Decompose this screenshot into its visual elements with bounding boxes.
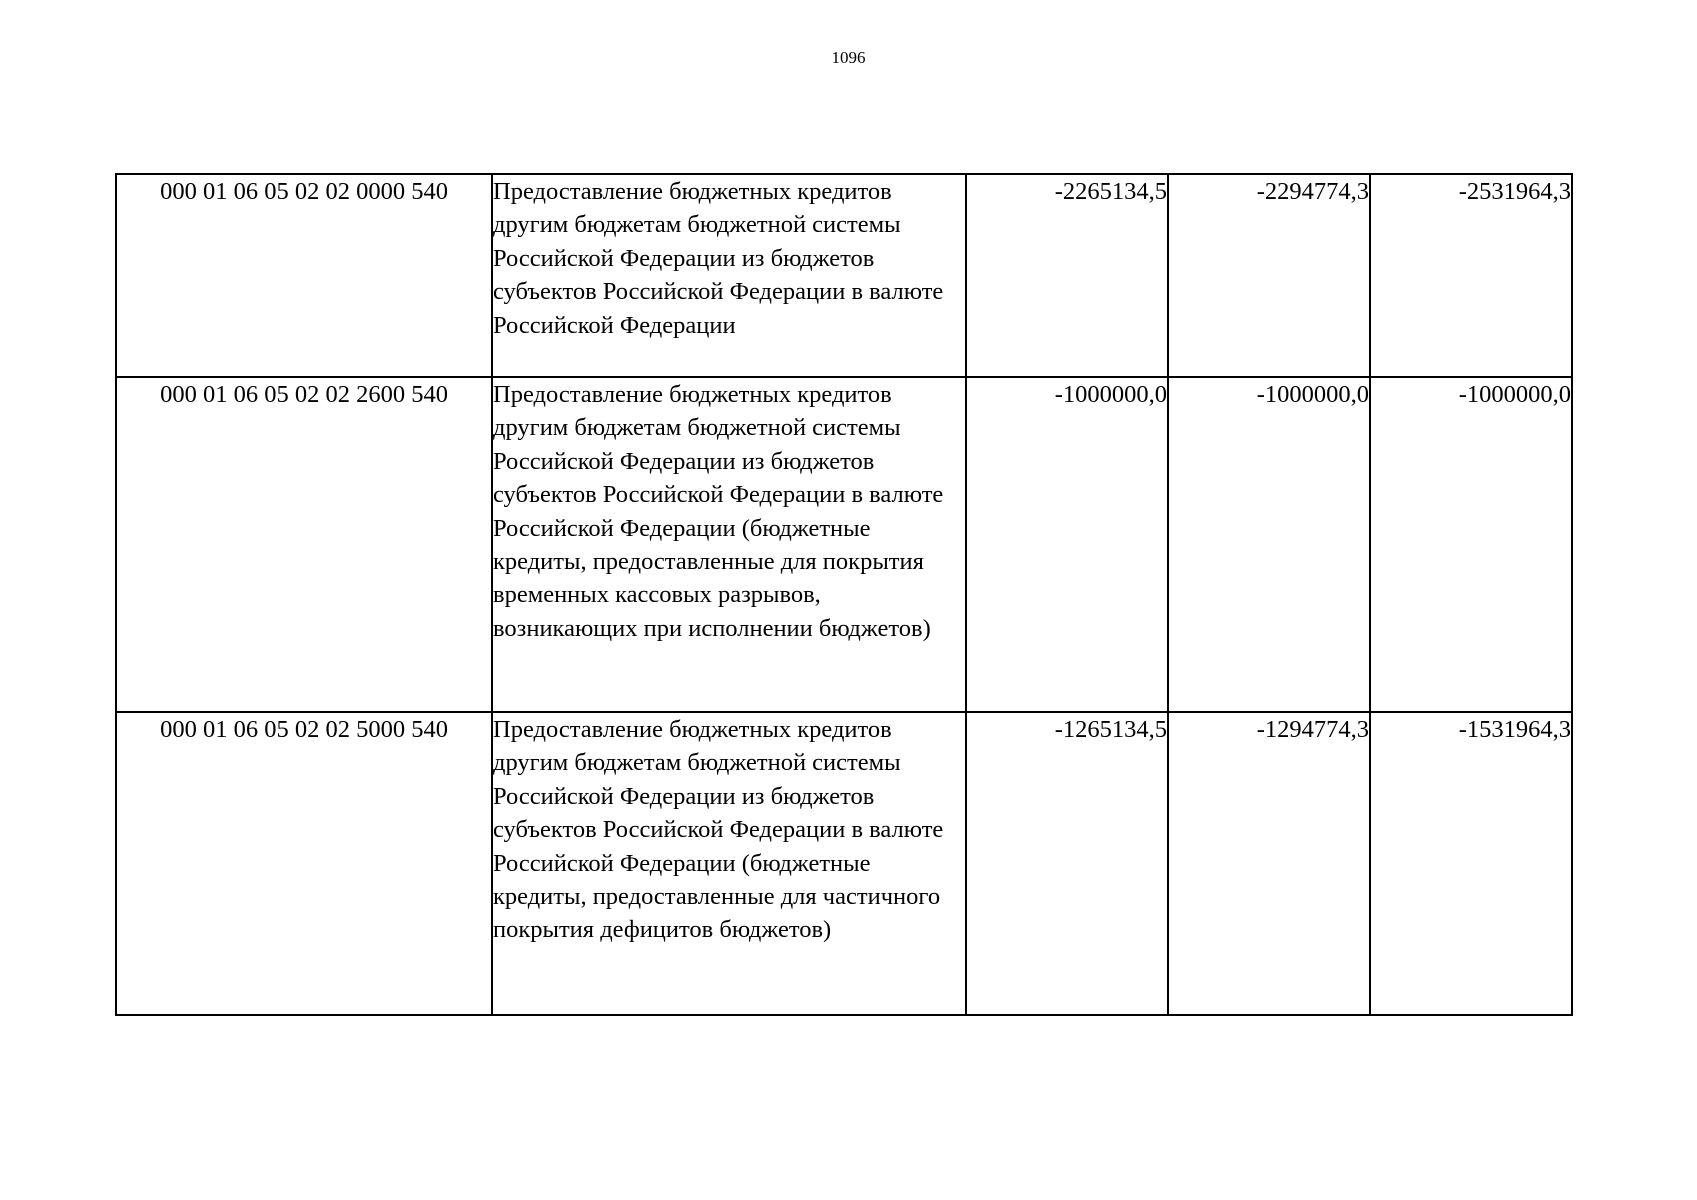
description-text: Предоставление бюджетных кредитов другим бюджетам бюджетной системы Российской Федерации из бюджетов субъектов Российской Федерации в валюте Российской Федерации (бюджетные кредиты, предоставленные для частичного покрытия дефицитов бюджетов) — [493, 716, 944, 944]
value-cell-year-1: -1265134,5 — [966, 712, 1168, 1015]
value-cell-year-1: -1000000,0 — [966, 377, 1168, 712]
value-cell-year-3: -2531964,3 — [1370, 174, 1572, 377]
table-row — [116, 712, 1572, 1015]
budget-code-cell: 000 01 06 05 02 02 5000 540 — [116, 712, 492, 1015]
description-text: Предоставление бюджетных кредитов другим бюджетам бюджетной системы Российской Федерации из бюджетов субъектов Российской Федерации в валюте Российской Федерации (бюджетные кредиты, предоставленные для покрытия временных кассовых разрывов, возникающих при исполнении бюджетов) — [493, 381, 944, 642]
table-row — [116, 174, 1572, 377]
value-cell-year-1: -2265134,5 — [966, 174, 1168, 377]
page-number: 1096 — [831, 48, 866, 67]
value-cell-year-2: -1294774,3 — [1168, 712, 1370, 1015]
budget-table — [115, 173, 1573, 1016]
value-cell-year-3: -1000000,0 — [1370, 377, 1572, 712]
description-cell — [492, 377, 966, 712]
description-text: Предоставление бюджетных кредитов другим бюджетам бюджетной системы Российской Федерации из бюджетов субъектов Российской Федерации в валюте Российской Федерации — [493, 178, 944, 339]
budget-code-cell: 000 01 06 05 02 02 0000 540 — [116, 174, 492, 377]
budget-code-cell: 000 01 06 05 02 02 2600 540 — [116, 377, 492, 712]
value-cell-year-2: -2294774,3 — [1168, 174, 1370, 377]
table-row — [116, 377, 1572, 712]
description-cell — [492, 174, 966, 377]
value-cell-year-3: -1531964,3 — [1370, 712, 1572, 1015]
value-cell-year-2: -1000000,0 — [1168, 377, 1370, 712]
description-cell — [492, 712, 966, 1015]
